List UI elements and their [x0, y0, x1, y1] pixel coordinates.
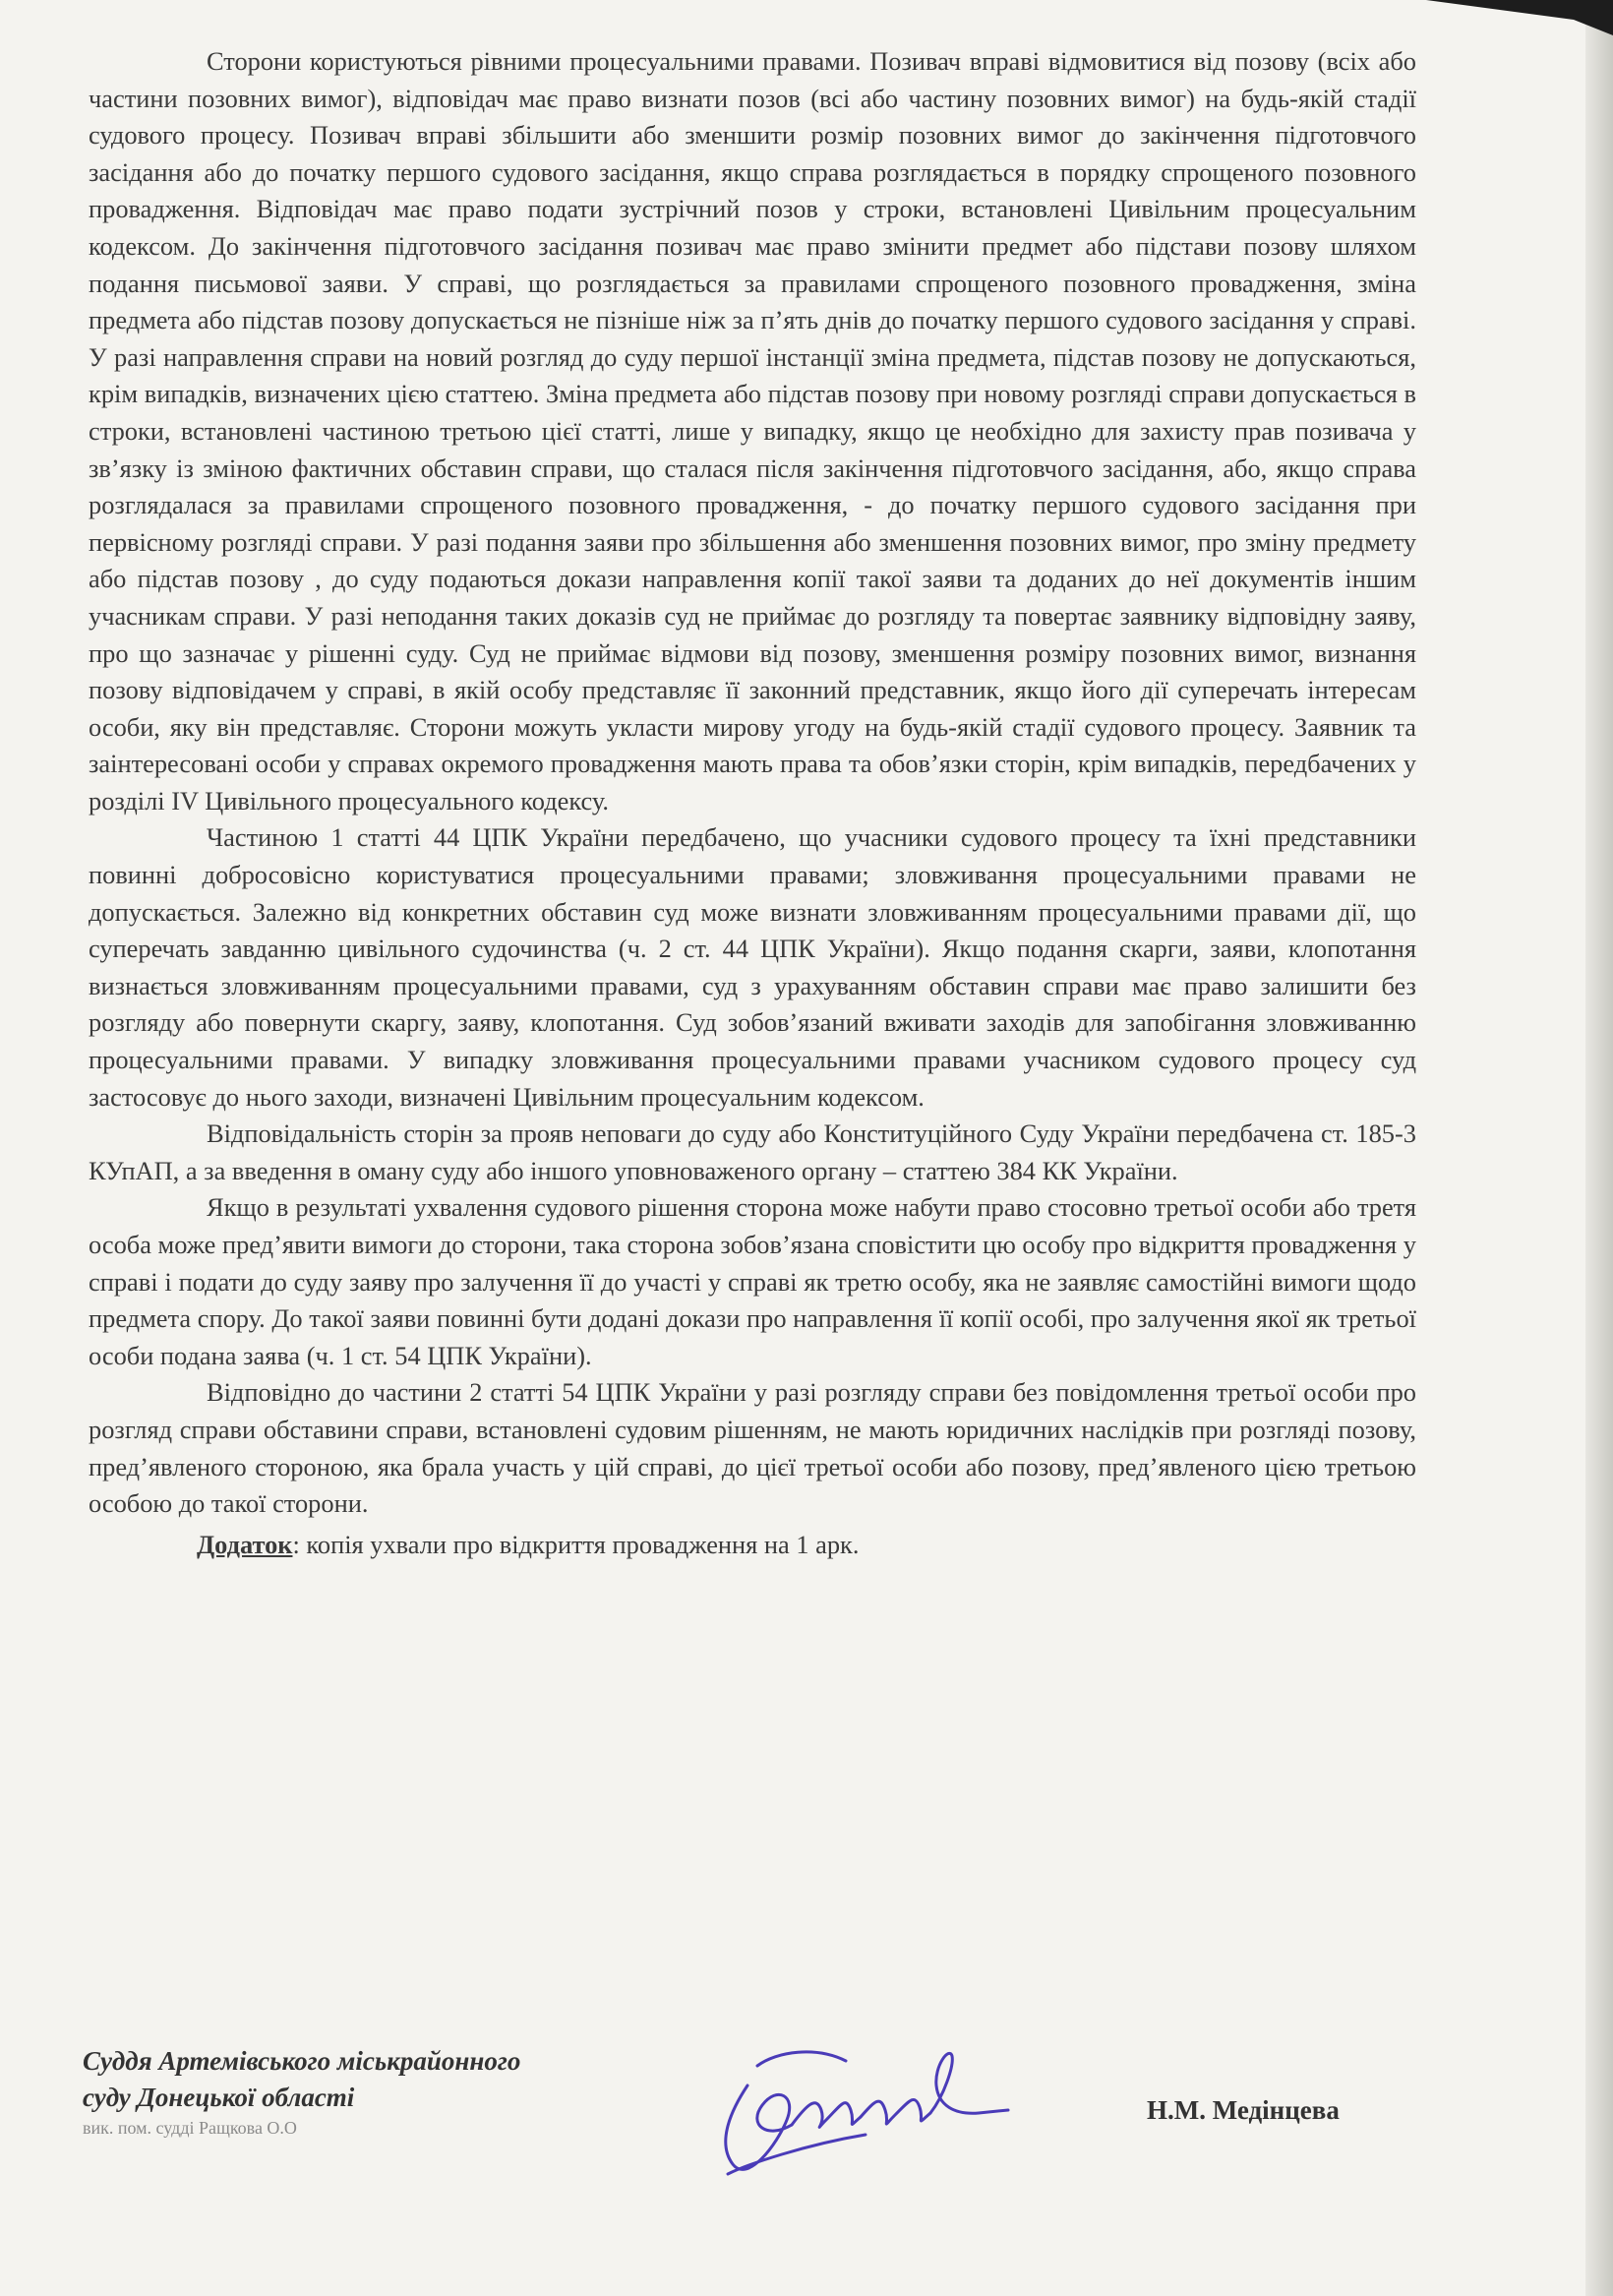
paragraph-parties-rights: Сторони користуються рівними процесуальними правами. Позивач вправі відмовитися від позову (всіх або частини позовних вимог), відповідач має право визнати позов (всі або частину позовних вимог) на будь-якій стадії судового процесу. Позивач вправі збільшити або зменшити розмір позовних вимог до закінчення підготовчого засідання або до початку першого судового засідання, якщо справа розглядається в порядку спрощеного позовного провадження. Відповідач має право подати зустрічний позов у строки, встановлені Цивільним процесуальним кодексом. До закінчення підготовчого засідання позивач має право змінити предмет або підстави позову шляхом подання письмової заяви. У справі, що розглядається за правилами спрощеного позовного провадження, зміна предмета або підстав позову допускається не пізніше ніж за п’ять днів до початку першого судового засідання у справі. У разі направлення справи на новий розгляд до суду першої інстанції зміна предмета, підстав позову не допускаються, крім випадків, визначених цією статтею. Зміна предмета або підстав позову при новому розгляді справи допускається в строки, встановлені частиною третьою цієї статті, лише у випадку, якщо це необхідно для захисту прав позивача у зв’язку із зміною фактичних обставин справи, що сталася після закінчення підготовчого засідання, або, якщо справа розглядалася за правилами спрощеного позовного провадження, - до початку першого судового засідання при первісному розгляді справи. У разі подання заяви про збільшення або зменшення позовних вимог, про зміну предмету або підстав позову , до суду подаються докази направлення копії такої заяви та доданих до неї документів іншим учасникам справи. У разі неподання таких доказів суд не приймає до розгляду та повертає заявнику відповідну заяву, про що зазначає у рішенні суду. Суд не приймає відмови від позову, зменшення розміру позовних вимог, визнання позову відповідачем у справі, в якій особу представляє її законний представник, якщо його дії суперечать інтересам особи, яку він представляє. Сторони можуть укласти мирову угоду на будь-якій стадії судового процесу. Заявник та заінтересовані особи у справах окремого провадження мають права та обов’язки сторін, крім випадків, передбачених у розділі IV Цивільного процесуального кодексу.: [89, 46, 1416, 816]
judge-name: Н.М. Медінцева: [1147, 2095, 1340, 2125]
paragraph-liability: Відповідальність сторін за прояв неповаги до суду або Конституційного Суду України передбачена ст. 185-3 КУпАП, а за введення в оману суду або іншого уповноваженого органу – статтею 384 КК України.: [89, 1118, 1416, 1185]
document-body: [89, 43, 1416, 1563]
judge-title-line-2: суду Донецької області: [83, 2083, 355, 2112]
paragraph-abuse-of-rights: Частиною 1 статті 44 ЦПК України передбачено, що учасники судового процесу та їхні представники повинні добросовісно користуватися процесуальними правами; зловживання процесуальними правами не допускається. Залежно від конкретних обставин суд може визнати зловживанням процесуальними правами дії, що суперечать завданню цивільного судочинства (ч. 2 ст. 44 ЦПК України). Якщо подання скарги, заяви, клопотання визнається зловживанням процесуальними правами, суд з урахуванням обставин справи має право залишити без розгляду або повернути скаргу, заяву, клопотання. Суд зобов’язаний вживати заходів для запобігання зловживанню процесуальними правами. У випадку зловживання процесуальними правами учасником судового процесу суд застосовує до нього заходи, визначені Цивільним процесуальним кодексом.: [89, 822, 1416, 1112]
paragraph-third-party: Якщо в результаті ухвалення судового рішення сторона може набути право стосовно третьої особи або третя особа може пред’явити вимоги до сторони, така сторона зобов’язана сповістити цю особу про відкриття провадження у справі і подати до суду заяву про залучення її до участі у справі як третю особу, яка не заявляє самостійні вимоги щодо предмета спору. До такої заяви повинні бути додані докази про направлення її копії особі, про залучення якої як третьої особи подана заява (ч. 1 ст. 54 ЦПК України).: [89, 1192, 1416, 1370]
handwritten-signature-icon: [688, 2026, 1023, 2194]
paragraph-consequences: Відповідно до частини 2 статті 54 ЦПК України у разі розгляду справи без повідомлення третьої особи про розгляд справи обставини справи, встановлені судовим рішенням, не мають юридичних наслідків при розгляді позову, пред’явленого стороною, яка брала участь у цій справі, до цієї третьої особи або позову, пред’явленого цією третьою особою до такої сторони.: [89, 1377, 1416, 1519]
signature-block: [83, 2043, 673, 2139]
judge-title-line-1: Суддя Артемівського міськрайонного: [83, 2046, 521, 2076]
appendix-label: Додаток: [197, 1529, 293, 1559]
page-edge-shadow: [1585, 0, 1613, 2296]
appendix-line: [89, 1527, 1416, 1564]
executor-note: вик. пом. судді Ращкова О.О: [83, 2118, 297, 2138]
appendix-text: : копія ухвали про відкриття провадження на 1 арк.: [292, 1529, 860, 1559]
